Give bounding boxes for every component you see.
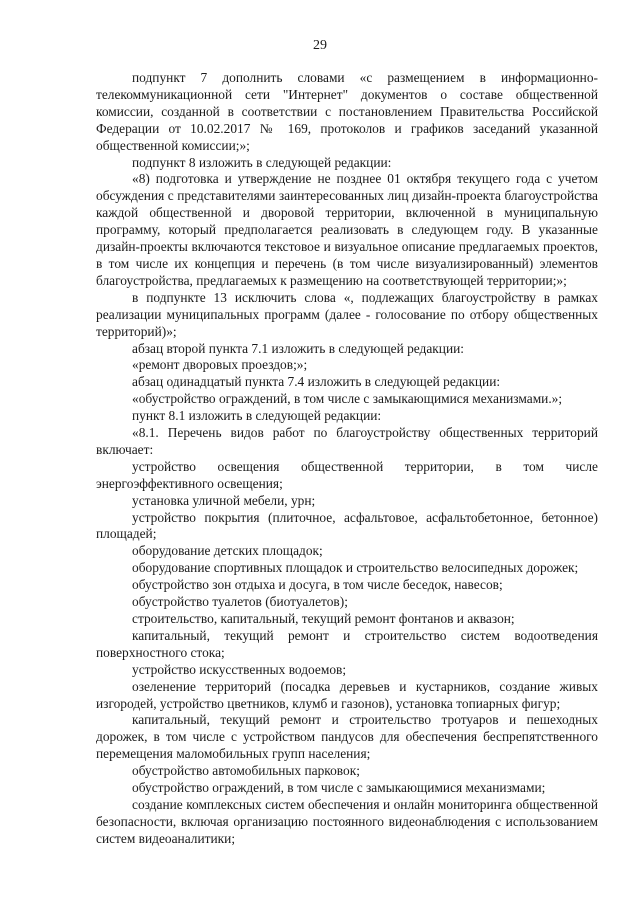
paragraph: абзац одинадцатый пункта 7.4 изложить в следующей редакции: [132, 374, 501, 390]
paragraph: пункт 8.1 изложить в следующей редакции: [132, 408, 382, 424]
paragraph: «8.1. Перечень видов работ по благоустройству общественных территорий включает: [96, 425, 598, 457]
list-item: обустройство ограждений, в том числе с замыкающимися механизмами; [132, 780, 546, 796]
page-number: 29 [313, 38, 327, 53]
list-item: устройство искусственных водоемов; [132, 661, 347, 677]
list-item: оборудование детских площадок; [132, 543, 323, 559]
paragraph: «8) подготовка и утверждение не позднее 01 октября текущего года с учетом обсуждения с представителями заинтересованных лиц дизайн-проекта благоустройства каждой общественной и дворовой территории, включенной в муниципальную программу, который предполагается реализовать в следующем году. В указанные дизайн-проекты включаются текстовое и визуальное описание предлагаемых проектов, в том числе их концепция и перечень (в том числе визуализированный) элементов благоустройства, предлагаемых к размещению на соответствующей территории;»; [96, 171, 598, 288]
list-item: капитальный, текущий ремонт и строительство тротуаров и пешеходных дорожек, в том числе с устройством пандусов для обеспечения беспрепятственного перемещения маломобильных групп населения; [96, 712, 598, 762]
list-item: установка уличной мебели, урн; [132, 492, 316, 508]
list-item: обустройство зон отдыха и досуга, в том числе беседок, навесов; [132, 577, 503, 593]
document-body [96, 70, 598, 848]
list-item: озеленение территорий (посадка деревьев и кустарников, создание живых изгородей, устройство цветников, клумб и газонов), установка топиарных фигур; [96, 678, 598, 711]
paragraph: подпункт 7 дополнить словами «с размещением в информационно-телекоммуникационной сети "Интернет" документов о составе общественной комиссии, созданной в соответствии с постановлением Правительства Российской Федерации от 10.02.2017 № 169, протоколов и графиков заседаний указанной общественной комиссии;»; [96, 70, 598, 153]
list-item: строительство, капитальный, текущий ремонт фонтанов и аквазон; [132, 611, 515, 626]
list-item: оборудование спортивных площадок и строительство велосипедных дорожек; [132, 560, 579, 576]
paragraph: абзац второй пункта 7.1 изложить в следующей редакции: [132, 340, 465, 356]
list-item: капитальный, текущий ремонт и строительство систем водоотведения поверхностного стока; [96, 627, 598, 660]
paragraph: «ремонт дворовых проездов;»; [132, 357, 308, 373]
list-item: устройство покрытия (плиточное, асфальтовое, асфальтобетонное, бетонное) площадей; [96, 509, 598, 542]
paragraph: «обустройство ограждений, в том числе с замыкающимися механизмами.»; [132, 391, 563, 407]
paragraph: подпункт 8 изложить в следующей редакции: [132, 154, 392, 170]
list-item: обустройство автомобильных парковок; [132, 763, 360, 779]
list-item: обустройство туалетов (биотуалетов); [132, 594, 348, 610]
list-item: создание комплексных систем обеспечения и онлайн мониторинга общественной безопасности, включая организацию постоянного видеонаблюдения с использованием систем видеоаналитики; [96, 796, 598, 846]
paragraph: в подпункте 13 исключить слова «, подлежащих благоустройству в рамках реализации муниципальных программ (далее - голосование по отбору общественных территорий)»; [96, 289, 598, 339]
list-item: устройство освещения общественной территории, в том числе энергоэффективного освещения; [96, 458, 598, 491]
